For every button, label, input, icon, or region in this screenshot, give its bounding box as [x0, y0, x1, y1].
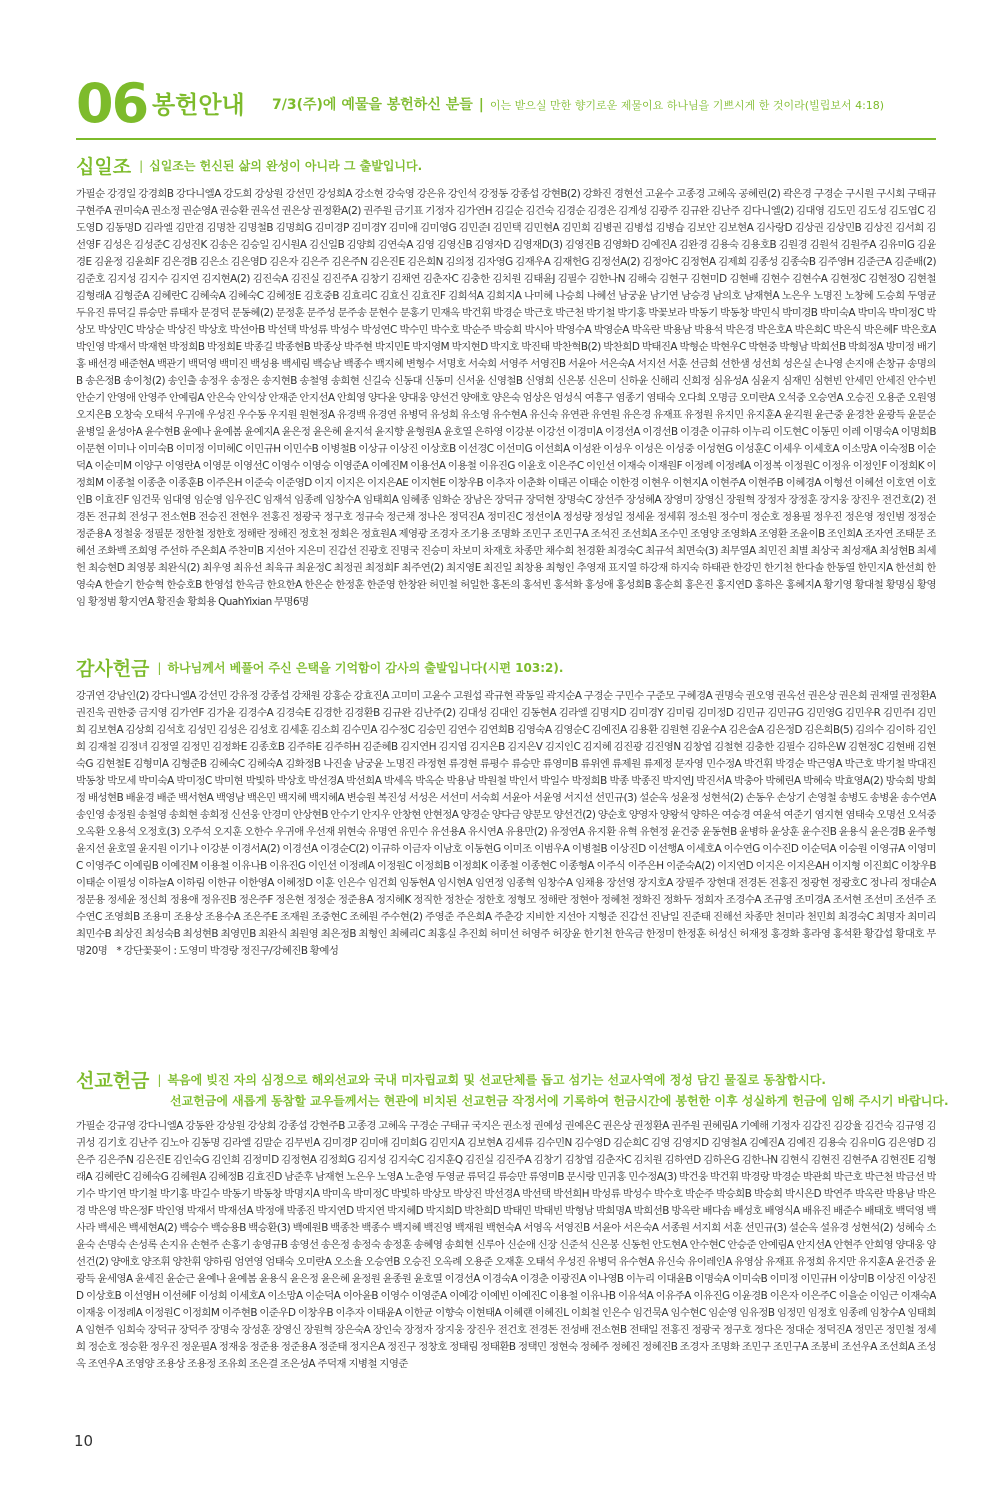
thanksgiving-section	[76, 654, 936, 1023]
page-header	[76, 72, 936, 136]
divider: |	[139, 158, 144, 173]
divider: |	[478, 97, 484, 113]
mission-heading	[76, 1066, 936, 1092]
page-verse: 이는 받으실 만한 향기로운 제물이요 하나님을 기쁘시게 한 것이라(빌립보서 4:18)	[489, 99, 885, 112]
page-subtitle: 7/3(주)에 예물을 봉헌하신 분들	[272, 97, 473, 113]
tithe-title: 십일조	[76, 156, 132, 178]
tithe-donor-list: 가필순 강경일 강경희B 강다니엘A 강도희 강상원 강선민 강성희A 강소현 강숙영 강은유 강인석 강정동 강종섭 강현B(2) 강화진 경현선 고윤수 고종경 고혜옥 공혜린(2) 곽은경 구경순 구시원 구시회 구태규 구현주A 권미숙A 권소정 권순영A 권승환 권옥선 권은상 권정환A(2) 권주원 금기표 기정자 김가연H 김길순 김건숙 김경순 김경은 김계성 김광주 김규완 김난주 김다니엘(2) 김대영 김도민 김도성 김도엽C 김도영D 김동명D 김라엘 김만겸 김명찬 김명철B 김명희G 김미경P 김미경Y 김미애 김미영G 김민준I 김민택 김민현A 김민희 김병권 김병섭 김병습 김보안 김보현A 김사랑D 김상권 김상민B 김상진 김서희 김선영F 김성은 김성준C 김성진K 김송은 김승일 김시원A 김신일B 김양희 김연숙A 김영 김영신B 김영자D 김영재D(3) 김영진B 김영화D 김예진A 김완경 김용숙 김용호B 김원경 김원석 김원주A 김유미G 김윤경E 김윤정 김윤희F 김은경B 김은소 김은영D 김은자 김은주 김은주N 김은진E 김은희N 김의정 김자영G 김재우A 김재헌G 김정선A(2) 김정아C 김정현A 김제희 김종성 김종숙B 김주영H 김준근A 김준배(2) 김준호 김지성 김지수 김지연 김지현A(2) 김진숙A 김진실 김진주A 김창기 김채연 김춘자C 김충한 김치원 김태윤J 김필수 김한나N 김해숙 김현구 김현미D 김현배 김현수 김현수A 김현정C 김현정O 김현철 김형래A 김형준A 김혜란C 김혜숙A 김혜숙C 김혜정E 김호중B 김효리C 김효신 김효진F 김희석A 김희지A 나미혜 나승희 나혜선 남궁윤 남기연 남승경 남의호 남재현A 노은우 노명진 노창혜 도승희 두영균 두유진 류덕길 류승만 류태자 문경덕 문동혜(2) 문정훈 문주성 문주송 문현수 문홍기 민재옥 박건휘 박경순 박근호 박근천 박기철 박기홍 박꽃보라 박동기 박동창 박민식 박미경B 박미숙A 박미옥 박미정C 박상모 박상민C 박상순 박상진 박상호 박선아B 박선택 박성류 박성수 박성연C 박수민 박수호 박순주 박승희 박시아 박영수A 박영순A 박옥란 박용남 박용석 박은경 박은호A 박은희C 박은식 박은혜F 박은호A 박인영 박재서 박재현 박정희B 박정희E 박종길 박종현B 박종상 박주현 박지민E 박지영M 박지현D 박지호 박진태 박찬혁B(2) 박찬희D 박태진A 박형순 박현우C 박현중 박형남 박희선B 박희정A 방미정 배기홍 배선경 배준현A 백관기 백덕영 백미진 백성용 백세림 백승남 백종수 백지혜 변형수 서명호 서숙희 서영주 서영진B 서윤아 서은숙A 서지선 서훈 선금희 선한샘 성선희 성은실 손나영 손지애 손창규 송명의B 송은정B 송이청(2) 송인출 송정우 송정은 송지현B 송철영 송희현 신길숙 신동대 신동미 신서윤 신영철B 신영희 신은봉 신은미 신하윤 신해리 신희정 심유성A 심윤지 심재민 심현빈 안세민 안세진 안수빈 안순기 안영애 안영주 안예림A 안은숙 안익상 안재준 안지선A 안희영 양다윤 양대웅 양선건 양애호 양은숙 엄상은 엄성식 여흥구 염종기 염태숙 오다희 오명금 오미란A 오석중 오승연A 오승진 오용준 오원영 오지은B 오창숙 오태석 우귀애 우성진 우수동 우지원 원현정A 유경백 유경연 유병덕 유성희 유소영 유수현A 유신숙 유연관 유연원 유은경 유재표 유정원 유지민 유지훈A 윤긱원 윤근중 윤경찬 윤광득 윤문순 윤병일 윤성아A 윤수현B 윤예나 윤예봄 윤예지A 윤은정 윤은혜 윤지석 윤지향 윤형원A 윤호열 은하영 이강분 이강선 이경미A 이경선A 이경선B 이경춘 이규하 이누리 이도현C 이동민 이레 이명숙A 이명희B 이문현 이미나 이미숙B 이미정 이미혜C 이민규H 이민수B 이병철B 이상규 이상진 이상호B 이선경C 이선미G 이선희A 이성완 이성우 이성은 이성중 이성현G 이성훈C 이세우 이세호A 이소망A 이숙정B 이순덕A 이순미M 이양구 이영란A 이영문 이영선C 이영수 이영승 이영준A 이예진M 이용선A 이용철 이유진G 이윤호 이은주C 이인선 이재숙 이재원F 이정례 이정례A 이정복 이정원C 이정유 이정인F 이정희K 이정희M 이종철 이종춘 이종훈B 이주은H 이준숙 이준영D 이지 이지은 이지은AE 이지현E 이창우B 이추자 이춘화 이태곤 이태순 이한경 이현우 이현지A 이현주A 이현주B 이혜경A 이형선 이혜선 이호연 이호인B 이효진F 임건묵 임대영 임순영 임우진C 임재석 임종례 임창수A 임태희A 임혜종 임화순 장남은 장덕규 장덕현 장명숙C 장선주 장성혜A 장영미 장영신 장원혁 장정자 장정훈 장지웅 장진우 전건호(2) 전경돈 전규희 전성구 전소현B 전승진 전현우 전홍진 정광국 정구호 정규숙 정근채 정나은 정덕진A 정미진C 정선이A 정성량 정성일 정세윤 정세휘 정소원 정수미 정순호 정용필 정우진 정은영 정인범 정정순 정준용A 정철웅 정필문 정한철 정한호 정해란 정해진 정호천 정회은 정효원A 제영광 조경자 조기용 조명화 조민구 조민구A 조석진 조선희A 조수민 조영양 조영화A 조영환 조윤이B 조인희A 조자연 조태문 조혜선 조화백 조희영 주선하 주온희A 주찬미B 지선아 지은미 진갑선 진광호 진명국 진승미 차보미 차재호 차종만 채수희 천경환 최경숙C 최규석 최면숙(3) 최무열A 최민진 최별 최상국 최성재A 최성현B 최세헌 최승현D 최영봉 최완식(2) 최우영 최유선 최육규 최윤정C 최정권 최정희F 최주연(2) 최지영E 최진일 최창용 최형인 추영재 표지열 하강재 하지숙 하태관 한강민 한기천 한다솔 한동열 한민지A 한선희 한영숙A 한슬기 한승혁 한승호B 한영섭 한옥금 한요한A 한은순 한정훈 한준영 한창완 허민철 허일한 홍돈의 홍석빈 홍석화 홍성애 홍성희B 홍순희 홍은진 홍지연D 홍하은 홍혜지A 황기영 황대철 황명심 황영임 황정범 황지연A 황진솔 황희용 QuahYixian 무명6명	[76, 188, 936, 608]
mission-title: 선교헌금	[76, 1070, 150, 1092]
mission-description-2: 선교헌금에 새롭게 동참할 교우들께서는 현관에 비치된 선교헌금 작정서에 기록하여 헌금시간에 봉헌한 이후 성실하게 헌금에 임해 주시기 바랍니다.	[170, 1094, 949, 1108]
mission-section	[76, 1066, 949, 1418]
page-subtitle-row	[272, 95, 884, 116]
thanksgiving-heading	[76, 654, 936, 680]
thanksgiving-donor-list	[76, 688, 936, 1023]
mission-description: 복음에 빚진 자의 심정으로 해외선교와 국내 미자립교회 및 선교단체를 돕고 섬기는 선교사역에 정성 담긴 물질로 동참합시다.	[167, 1073, 826, 1087]
tithe-description: 십일조는 헌신된 삶의 완성이 아니라 그 출발입니다.	[149, 159, 423, 173]
section-number: 06	[76, 72, 148, 135]
divider: |	[157, 660, 162, 675]
altar-flower-note: * 강단꽃꽂이 : 도영미 박경랑 정진구/강혜진B 황예성	[116, 945, 339, 957]
thanksgiving-description: 하나님께서 베풀어 주신 은택을 기억함이 감사의 출발입니다(시편 103:2).	[167, 661, 564, 675]
thanksgiving-title: 감사헌금	[76, 658, 150, 680]
tithe-heading	[76, 152, 936, 178]
divider: |	[157, 1072, 162, 1087]
mission-donor-list: 가필순 강규영 강다니엘A 강동완 강상원 강상희 강종섭 강현주B 고종경 고혜옥 구경순 구태규 국지은 권소정 권예성 권예은C 권은상 권정환A 권주원 권혜림A 기예해 기정자 김갑진 김강율 김건숙 김규영 김귀성 김기호 김난주 김노아 김동명 김라엘 김말순 김무빈A 김미경P 김미애 김미희G 김민지A 김보현A 김세류 김수민N 김수영D 김순희C 김영 김영지D 김영철A 김예진A 김예진 김용숙 김유미G 김은영D 김은주 김은주N 김은진E 김인숙G 김인희 김정미D 김정현A 김정희G 김지성 김지숙C 김지훈Q 김진실 김진주A 김창기 김창엽 김춘자C 김치원 김하연D 김하은G 김한나N 김현식 김현진 김현주A 김현진E 김형래A 김혜란C 김혜숙G 김혜원A 김혜정B 김효진D 남준후 남재현 노은우 노영A 노춘영 두영균 류덕길 류승만 류영미B 문시랑 민귀홍 민수정A(3) 박건웅 박건휘 박경랑 박경순 박관희 박근호 박근천 박금선 박기수 박기연 박기철 박기홍 박길수 박동기 박동창 박명지A 박미옥 박미정C 박빛하 박상모 박상진 박선경A 박선택 박선희H 박성류 박성수 박수호 박순주 박승희B 박승희 박시은D 박연주 박옥란 박용남 박은경 박은영 박은정F 박인영 박재서 박재선A 박정애 박종진 박지연D 박지연 박지혜D 박지희D 박찬희D 박태민 박태빈 박형남 박희명A 박희선B 방옥란 배다솜 배성호 배영식A 배유진 배준수 배태호 백덕영 백사라 백세은 백세현A(2) 백승수 백승용B 백승환(3) 백예원B 백종찬 백종수 백지혜 백진영 백재원 백현숙A 서영옥 서영진B 서윤아 서은숙A 서종원 서지희 서훈 선민규(3) 설순옥 설유경 성현석(2) 성혜숙 소윤숙 손명숙 손성록 손지유 손현주 손홍기 송영규B 송영선 송은정 송정숙 송정훈 송혜영 송희현 신루아 신순애 신장 신준석 신은봉 신동헌 안도현A 안수현C 안승준 안예림A 안지선A 안현주 안희영 양대웅 양선건(2) 양애호 양조휘 양찬휘 양하림 엄연영 엄태숙 오미란A 오소율 오승연B 오승진 오옥례 오용준 오재훈 오태석 우성진 유병덕 유수현A 유신숙 유이레인A 유영삼 유재표 유정희 유지만 유지훈A 윤건중 윤광득 윤세영A 윤세진 윤순근 윤예나 윤예봄 윤용식 윤은정 윤은혜 윤정원 윤종원 윤호열 이경선A 이경숙A 이경춘 이광진A 이나영B 이누리 이대윤B 이명숙A 이미숙B 이미정 이민규H 이상미B 이상진 이상진D 이상호B 이선영H 이선혜F 이성희 이세호A 이소망A 이순덕A 이아윤B 이영수 이영준A 이예강 이예빈 이예진C 이용철 이유나B 이유석A 이유주A 이유진G 이윤경B 이은자 이은주C 이을순 이임근 이재숙A 이재웅 이정례A 이정원C 이정희M 이주현B 이준우D 이창우B 이추자 이태윤A 이한균 이향숙 이현태A 이혜랜 이혜진L 이희철 인은수 임건묵A 임수현C 임순영 임유정B 임정민 임정호 임종례 임창수A 임태희A 임현주 임희숙 장덕규 장덕주 장명숙 장성훈 장영신 장원혁 장은숙A 장인숙 장정자 장지웅 장진우 전건호 전경돈 전성배 전소현B 전태일 전홍진 정광국 정구호 정다은 정대순 정덕진A 정민곤 정민철 정세희 정순호 정승환 정우진 정운필A 정재웅 정준용 정준용A 정준태 정지은A 정진구 정창호 정태림 정태환B 정택민 정현숙 정혜주 정혜진 정혜진B 조경자 조명화 조민구 조민구A 조봉비 조선우A 조선희A 조성옥 조연우A 조영양 조용상 조용정 조유희 조은결 조은성A 주덕재 지병철 지영준	[76, 1120, 936, 1370]
thanksgiving-names: 강귀연 강남인(2) 강다니엘A 강선민 강유정 강종섭 강채원 강홍순 강효진A 고미미 고윤수 고원섭 곽규현 곽동일 곽지순A 구경순 구민수 구준모 구혜경A 권명숙 권오영 권옥선 권은상 권은희 권재열 권정환A 권진욱 권한중 금지영 김가연F 김가윤 김경수A 김경숙E 김경한 김경환B 김규완 김난주(2) 김대성 김대인 김동현A 김라엘 김명지D 김미경Y 김미림 김미정D 김민규 김민규G 김민영G 김민우R 김민주I 김민희 김보현A 김상희 김석호 김성민 김성은 김성호 김세훈 김소희 김수민A 김수정C 김승민 김연수 김연희B 김영숙A 김영순C 김예진A 김용환 김원현 김윤수A 김은술A 김은정D 김은희B(5) 김의수 김이하 김인희 김재철 김정녀 김정열 김정민 김정화E 김종호B 김주하E 김주하H 김준혜B 김지연H 김지엽 김지은B 김지은V 김지인C 김지혜 김진광 김진영N 김창엽 김철현 김충한 김필수 김하은W 김현정C 김현배 김현숙G 김현철E 김형미A 김형준B 김혜숙C 김혜숙A 김화정B 나진솔 남궁윤 노명진 라정현 류경현 류평수 류승만 류영미B 류위엔 류제원 류제정 문자영 민수정A 박건휘 박경순 박근영A 박근호 박기철 박대진 박동창 박모세 박미숙A 박미정C 박미현 박빛하 박상호 박선경A 박선희A 박세옥 박옥순 박용남 박원철 박인서 박일수 박정희B 박종 박종진 박지연J 박진서A 박충아 박혜린A 박혜숙 박효영A(2) 방숙희 방희정 배성현B 배윤경 배준 백서현A 백영남 백은민 백지혜 백지혜A 변승원 복진성 서성은 서선미 서숙희 서윤아 서윤영 서지선 선민규(3) 설순옥 성윤정 성현석(2) 손동우 손상기 손영철 송병도 송병윤 송수연A 송인영 송정원 송철영 송희현 송희정 신선웅 안경미 안상현B 안수기 안지우 안창현 안현정A 양경순 양다금 양문모 양선건(2) 양순호 양영자 양왕석 양하은 여승경 여윤석 여준기 염지현 염태숙 오명선 오석중 오옥환 오용석 오정호(3) 오주석 오지훈 오한수 우귀애 우선재 위현숙 유명연 유민수 유선용A 유시연A 유용만(2) 유정연A 유지환 유혁 유현정 윤건중 윤동현B 윤병하 윤상훈 윤수진B 윤용식 윤은경B 윤주형 윤지선 윤호열 윤지원 이기나 이강분 이경서A(2) 이경선A 이경순C(2) 이규하 이금자 이남호 이동현G 이미조 이범우A 이병철B 이상진D 이선행A 이세호A 이수연G 이수진D 이순덕A 이승원 이영규A 이영미C 이영주C 이예림B 이예진M 이용철 이유나B 이유진G 이인선 이정례A 이정원C 이정희B 이정희K 이종철 이종현C 이종형A 이주식 이주은H 이준숙A(2) 이지연D 이지은 이지은AH 이지형 이진희C 이창우B 이태순 이필성 이하늘A 이하림 이한규 이한영A 이혜정D 이훈 인은수 임건희 임동현A 임시현A 임연정 임종혁 임창수A 임채용 장선영 장지호A 장필주 장현대 전경돈 전홍진 정광현 정광호C 정나리 정대순A 정문용 정세윤 정신희 정용애 정유진B 정은주F 정은현 정정순 정준용A 정지혜K 정직한 정찬순 정한호 정형모 정해란 정현아 정혜천 정화진 정화두 정희자 조경수A 조규영 조미경A 조서현 조선미 조선주 조수연C 조영희B 조용미 조용상 조용수A 조은주E 조재원 조중현C 조혜원 주수현(2) 주영준 주은희A 주춘강 지비한 지선아 지형준 진갑선 진남일 진준태 진해선 차종만 천미라 천민희 최경숙C 최명자 최미리 최민수B 최상진 최성숙B 최성현B 최영민B 최완식 최원영 최은정B 최형인 최혜리C 최홍실 추진희 허미선 허영주 허장윤 한기천 한옥금 한정미 한정훈 허성신 허재정 홍경화 홍라영 홍석환 황갑섭 황대호 무명20명	[76, 690, 936, 957]
header-rule	[76, 138, 936, 140]
page-number: 10	[74, 1432, 94, 1450]
page-title: 봉헌안내	[152, 91, 245, 119]
